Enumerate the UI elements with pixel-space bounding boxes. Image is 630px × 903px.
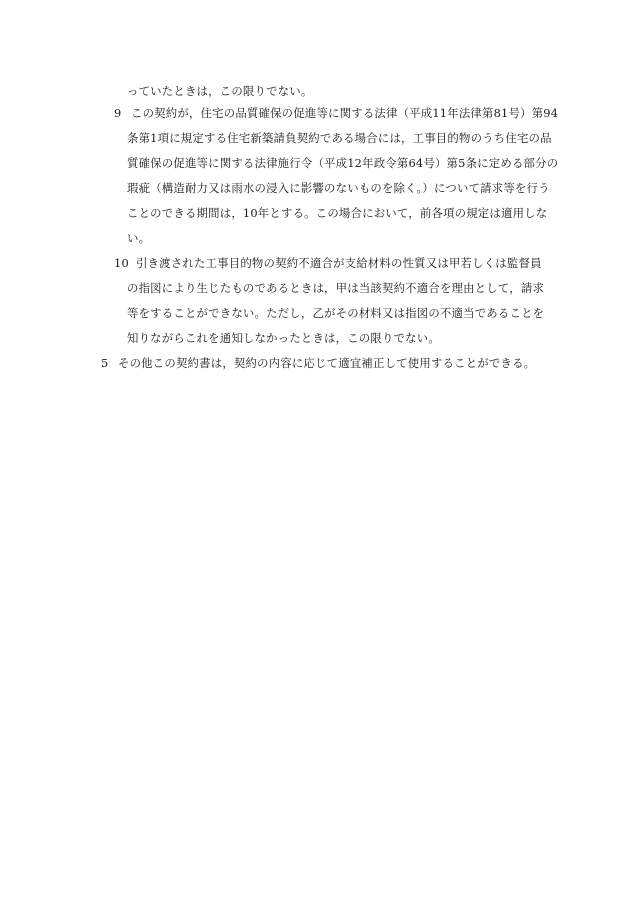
item-10-line-4: 知りながらこれを通知しなかったときは，この限りでない。	[127, 331, 440, 345]
item-9-number: 9	[114, 106, 122, 120]
item-9-line-6: い。	[127, 231, 151, 245]
item-10-line-3: 等をすることができない。ただし，乙がその材料又は指図の不適当であることを	[127, 306, 545, 320]
item-5-line-1: その他この契約書は，契約の内容に応じて適宜補正して使用することができる。	[118, 356, 536, 370]
item-9-line-5: ことのできる期間は，10年とする。この場合において，前各項の規定は適用しな	[127, 206, 548, 220]
item-9-line-1: この契約が，住宅の品質確保の促進等に関する法律（平成11年法律第81号）第94	[131, 106, 559, 120]
continuation-line: っていたときは，この限りでない。	[127, 84, 313, 98]
item-9-line-2: 条第1項に規定する住宅新築請負契約である場合には，工事目的物のうち住宅の品	[127, 131, 552, 145]
item-10-number: 10	[114, 256, 129, 270]
item-10-line-1: 引き渡された工事目的物の契約不適合が支給材料の性質又は甲若しくは監督員	[136, 256, 542, 270]
item-9-line-4: 瑕疵（構造耐力又は雨水の浸入に影響のないものを除く。）について請求等を行う	[127, 181, 550, 195]
item-5-number: 5	[101, 356, 109, 370]
item-10-line-2: の指図により生じたものであるときは，甲は当該契約不適合を理由として，請求	[127, 281, 545, 295]
item-9-line-3: 質確保の促進等に関する法律施行令（平成12年政令第64号）第5条に定める部分の	[127, 156, 559, 170]
